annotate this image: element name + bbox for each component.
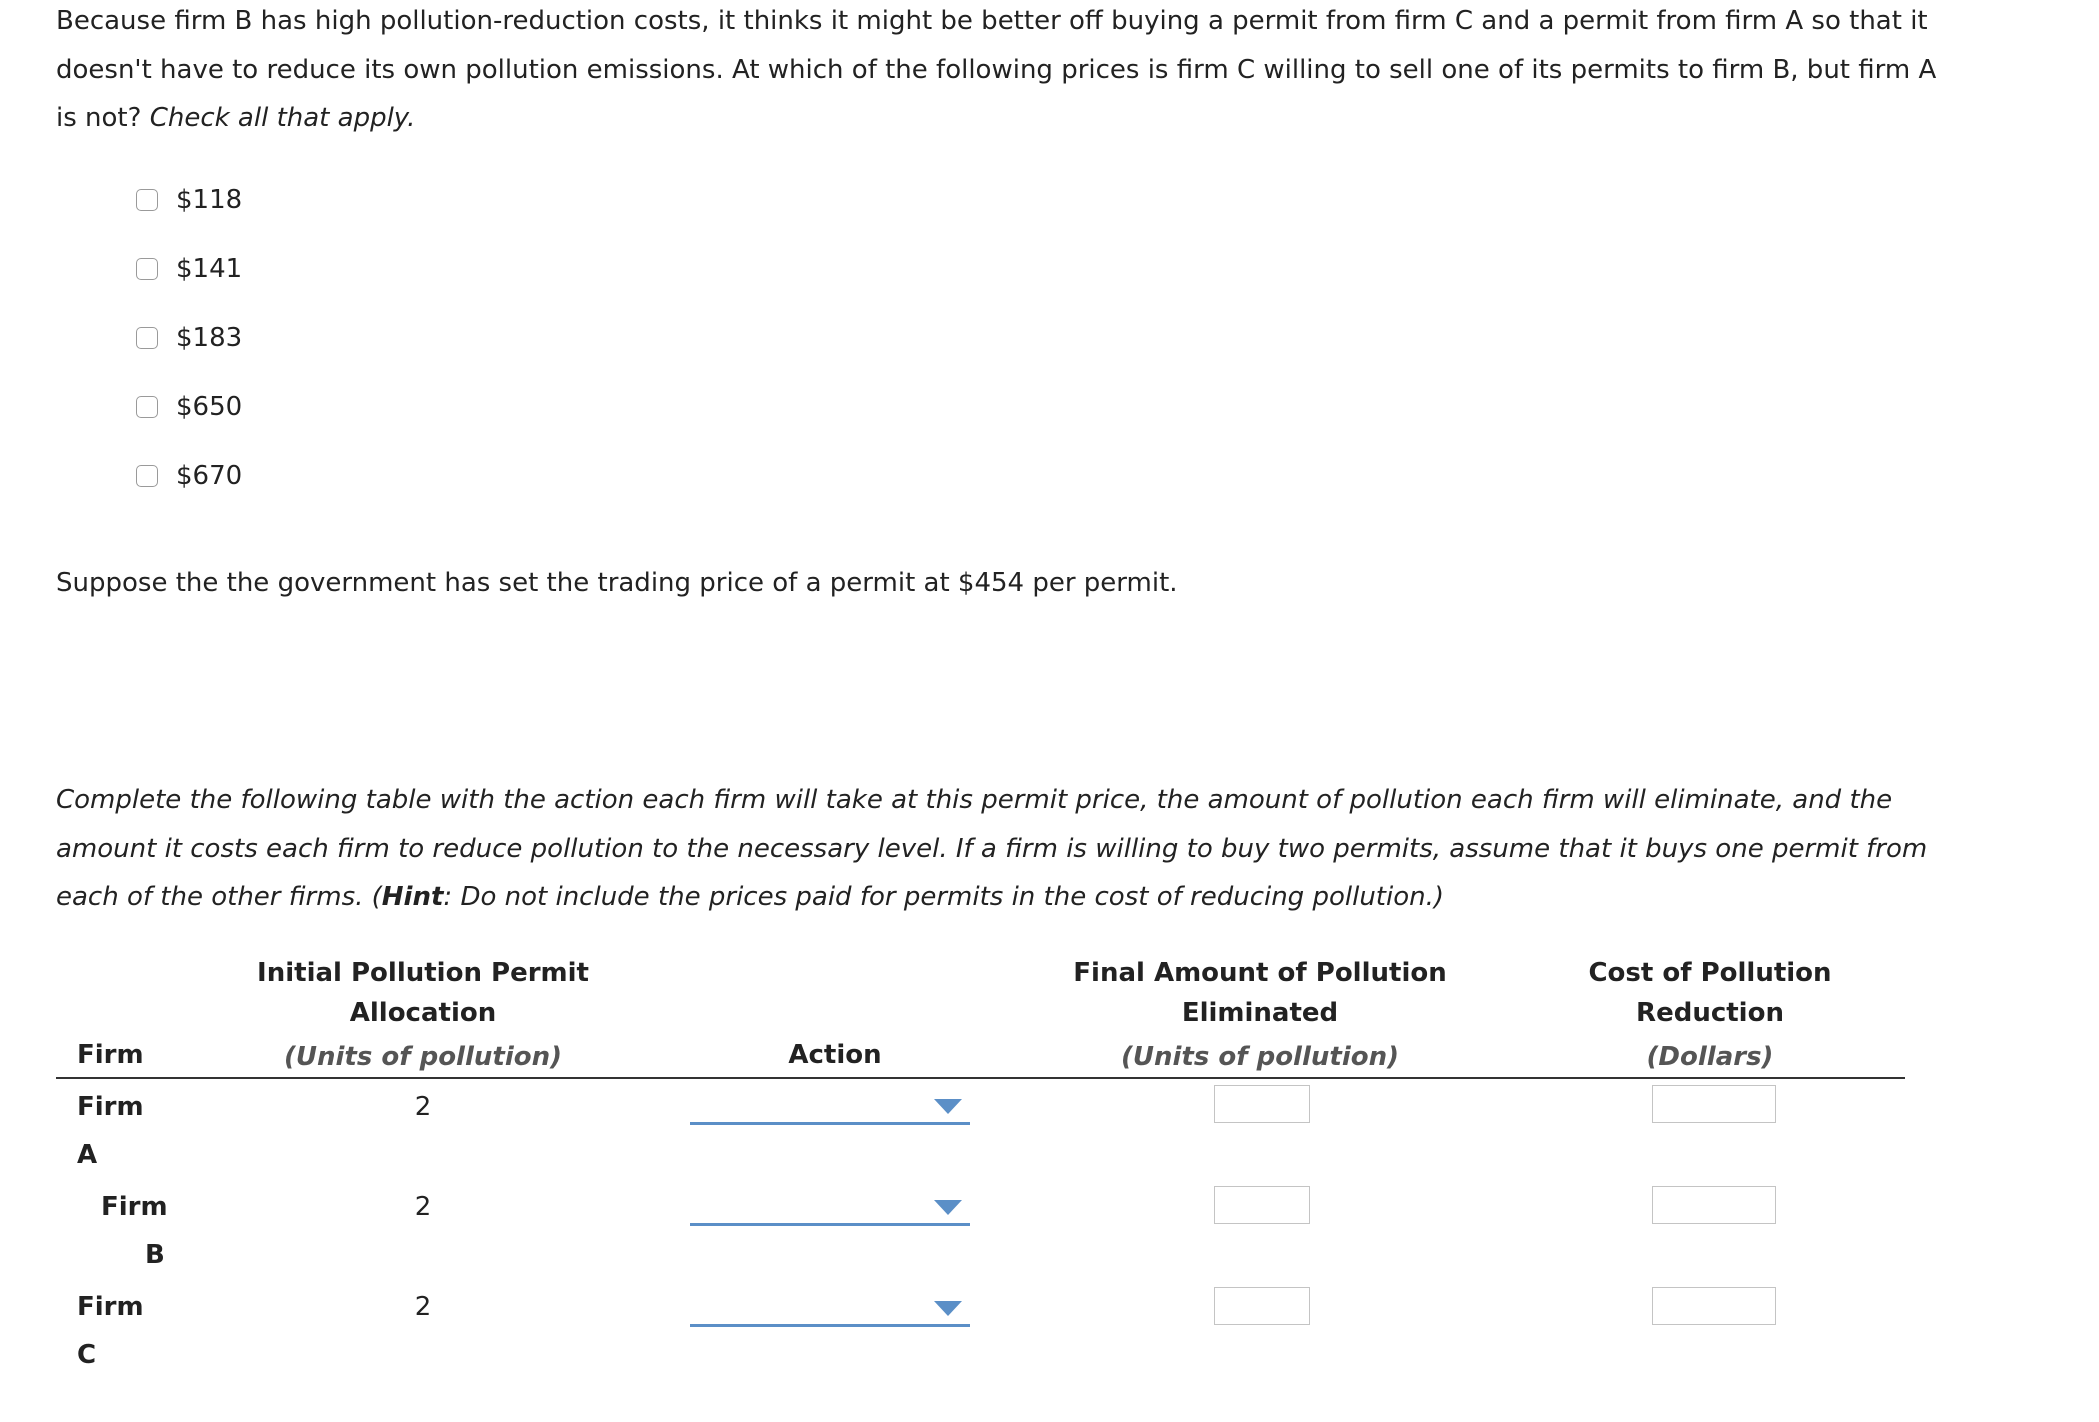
final-eliminated-input-firm-a[interactable] (1214, 1085, 1310, 1123)
option-label: $183 (176, 323, 243, 353)
firm-label-word: Firm (101, 1192, 168, 1222)
action-select-firm-c[interactable] (690, 1297, 970, 1327)
option-label: $670 (176, 461, 243, 491)
checkbox-icon[interactable] (136, 189, 158, 211)
header-firm: Firm (77, 1040, 144, 1070)
cost-input-firm-b[interactable] (1652, 1186, 1776, 1224)
check-all-instruction: Check all that apply. (149, 103, 416, 133)
header-divider (56, 1077, 1905, 1079)
cost-input-firm-a[interactable] (1652, 1085, 1776, 1123)
firm-label-word: Firm (77, 1092, 144, 1122)
dropdown-arrow-icon (934, 1301, 962, 1316)
allocation-value: 2 (414, 1092, 432, 1122)
option-650[interactable] (136, 389, 242, 425)
action-select-firm-b[interactable] (690, 1196, 970, 1226)
option-label: $118 (176, 185, 243, 215)
checkbox-icon[interactable] (136, 327, 158, 349)
dropdown-arrow-icon (934, 1200, 962, 1215)
firm-label-letter: B (145, 1240, 165, 1270)
option-label: $141 (176, 254, 243, 284)
allocation-value: 2 (414, 1192, 432, 1222)
option-670[interactable] (136, 458, 242, 494)
option-label: $650 (176, 392, 243, 422)
header-initial-allocation: Initial Pollution Permit Allocation (Units of pollution) (257, 958, 589, 1072)
checkbox-icon[interactable] (136, 258, 158, 280)
option-183[interactable] (136, 320, 242, 356)
option-118[interactable] (136, 182, 242, 218)
action-select-firm-a[interactable] (690, 1095, 970, 1125)
cost-input-firm-c[interactable] (1652, 1287, 1776, 1325)
header-cost-reduction: Cost of Pollution Reduction (Dollars) (1588, 958, 1832, 1072)
final-eliminated-input-firm-c[interactable] (1214, 1287, 1310, 1325)
question-1-text: Because firm B has high pollution-reduction costs, it thinks it might be better off buying a permit from firm C and a permit from firm A so that it doesn't have to reduce its own pollution emissions. At which of the following prices is firm C willing to sell one of its permits to firm B, but firm A is not? Check all that apply. (56, 6, 1937, 133)
price-statement: Suppose the the government has set the trading price of a permit at $454 per permit. (56, 568, 1178, 598)
final-eliminated-input-firm-b[interactable] (1214, 1186, 1310, 1224)
header-final-eliminated: Final Amount of Pollution Eliminated (Units of pollution) (1073, 958, 1447, 1072)
checkbox-icon[interactable] (136, 396, 158, 418)
firm-label-letter: C (77, 1340, 97, 1370)
hint-label: Hint (381, 882, 444, 912)
dropdown-arrow-icon (934, 1099, 962, 1114)
question-2-text: Complete the following table with the action each firm will take at this permit price, the amount of pollution each firm will eliminate, and the amount it costs each firm to reduce pollution to the necessary level. If a firm is willing to buy two permits, assume that it buys one permit from each of the other firms. (Hint: Do not include the prices paid for permits in the cost of reducing pollution.) (56, 785, 1928, 912)
allocation-value: 2 (414, 1292, 432, 1322)
firm-label-letter: A (77, 1140, 98, 1170)
option-141[interactable] (136, 251, 242, 287)
firm-label-word: Firm (77, 1292, 144, 1322)
header-action: Action (788, 1040, 882, 1070)
checkbox-icon[interactable] (136, 465, 158, 487)
